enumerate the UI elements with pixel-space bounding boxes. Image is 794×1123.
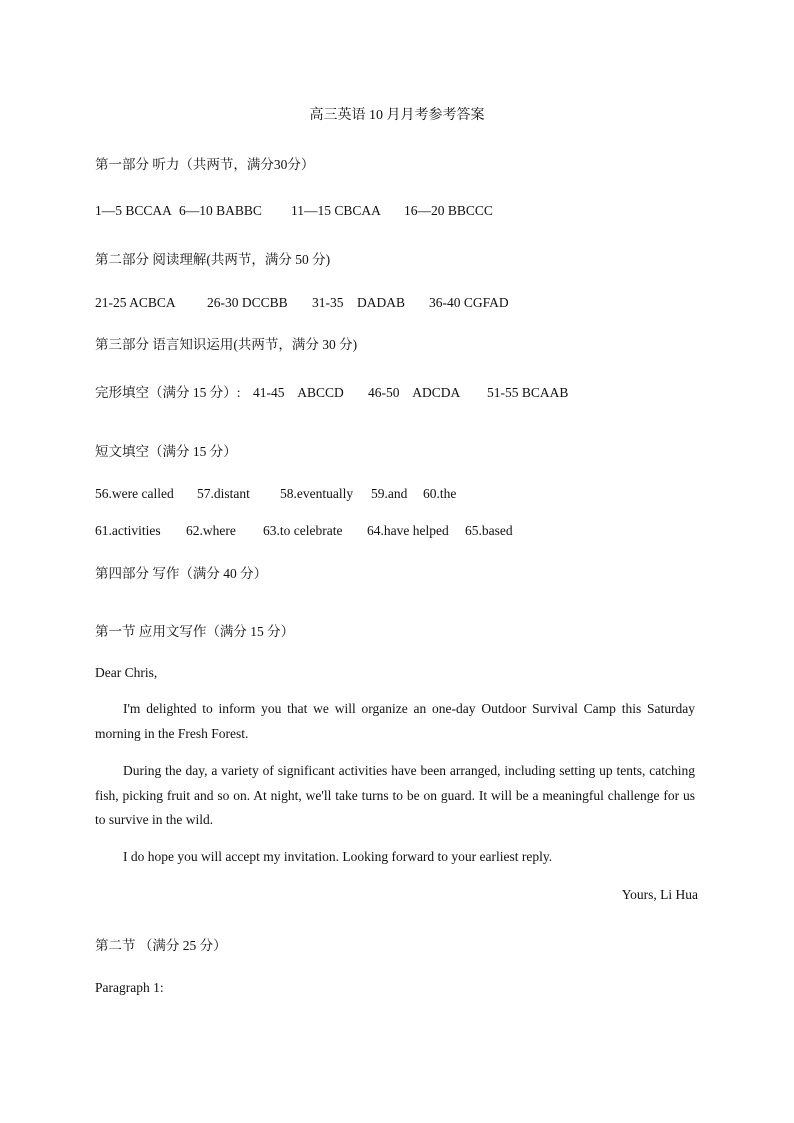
- letter-greeting: Dear Chris,: [95, 665, 158, 680]
- answer-item: 61.activities: [95, 523, 161, 538]
- answer-group: 16—20 BBCCC: [404, 203, 493, 218]
- grammar-heading: 短文填空（满分 15 分）: [95, 444, 237, 459]
- answer-item: 64.have helped: [367, 523, 449, 538]
- part2-heading: 第二部分 阅读理解(共两节，满分 50 分): [95, 252, 331, 267]
- section1-heading: 第一节 应用文写作（满分 15 分）: [95, 624, 295, 639]
- answer-item: 58.eventually: [280, 486, 354, 501]
- paragraph-label: Paragraph 1:: [95, 980, 164, 995]
- answer-group: 31-35 DADAB: [312, 295, 405, 310]
- part2-answers: [95, 294, 509, 312]
- answer-group: 21-25 ACBCA: [95, 295, 176, 310]
- answer-item: 59.and: [371, 486, 408, 501]
- grammar-answers-row2: [95, 522, 513, 540]
- answer-group: 41-45 ABCCD: [253, 385, 344, 400]
- part4-heading: 第四部分 写作（满分 40 分）: [95, 566, 268, 581]
- cloze-answers: [95, 384, 568, 402]
- answer-item: 56.were called: [95, 486, 174, 501]
- letter-paragraph: I do hope you will accept my invitation. Looking forward to your earliest reply.: [123, 849, 553, 864]
- answer-item: 62.where: [186, 523, 236, 538]
- answer-item: 60.the: [423, 486, 457, 501]
- answer-group: 26-30 DCCBB: [207, 295, 288, 310]
- answer-item: 57.distant: [197, 486, 250, 501]
- answer-group: 11—15 CBCAA: [291, 203, 381, 218]
- answer-group: 1—5 BCCAA: [95, 203, 172, 218]
- page-title: 高三英语 10 月月考参考答案: [309, 108, 485, 123]
- letter-closing: Yours, Li Hua: [621, 887, 698, 902]
- part1-answers: [95, 202, 493, 220]
- answer-item: 65.based: [465, 523, 513, 538]
- grammar-answers-row1: [95, 485, 456, 503]
- answer-group: 51-55 BCAAB: [487, 385, 569, 400]
- cloze-label: 完形填空（满分 15 分）:: [95, 385, 241, 400]
- part3-heading: 第三部分 语言知识运用(共两节，满分 30 分): [95, 337, 358, 352]
- part1-heading: 第一部分 听力（共两节，满分30分）: [95, 157, 315, 172]
- answer-group: 6—10 BABBC: [179, 203, 262, 218]
- letter-paragraph: During the day, a variety of significant activities have been arranged, including setting up tents, catching fish, picking fruit and so on. At night, we'll take turns to be on guard. It will be a meaningful challenge for us to survive in the wild.: [95, 763, 695, 827]
- section2-heading: 第二节 （满分 25 分）: [95, 938, 227, 953]
- letter-paragraph: I'm delighted to inform you that we will organize an one-day Outdoor Survival Camp this Saturday morning in the Fresh Forest.: [95, 701, 695, 741]
- answer-group: 46-50 ADCDA: [368, 385, 461, 400]
- answer-group: 36-40 CGFAD: [429, 295, 509, 310]
- answer-item: 63.to celebrate: [263, 523, 343, 538]
